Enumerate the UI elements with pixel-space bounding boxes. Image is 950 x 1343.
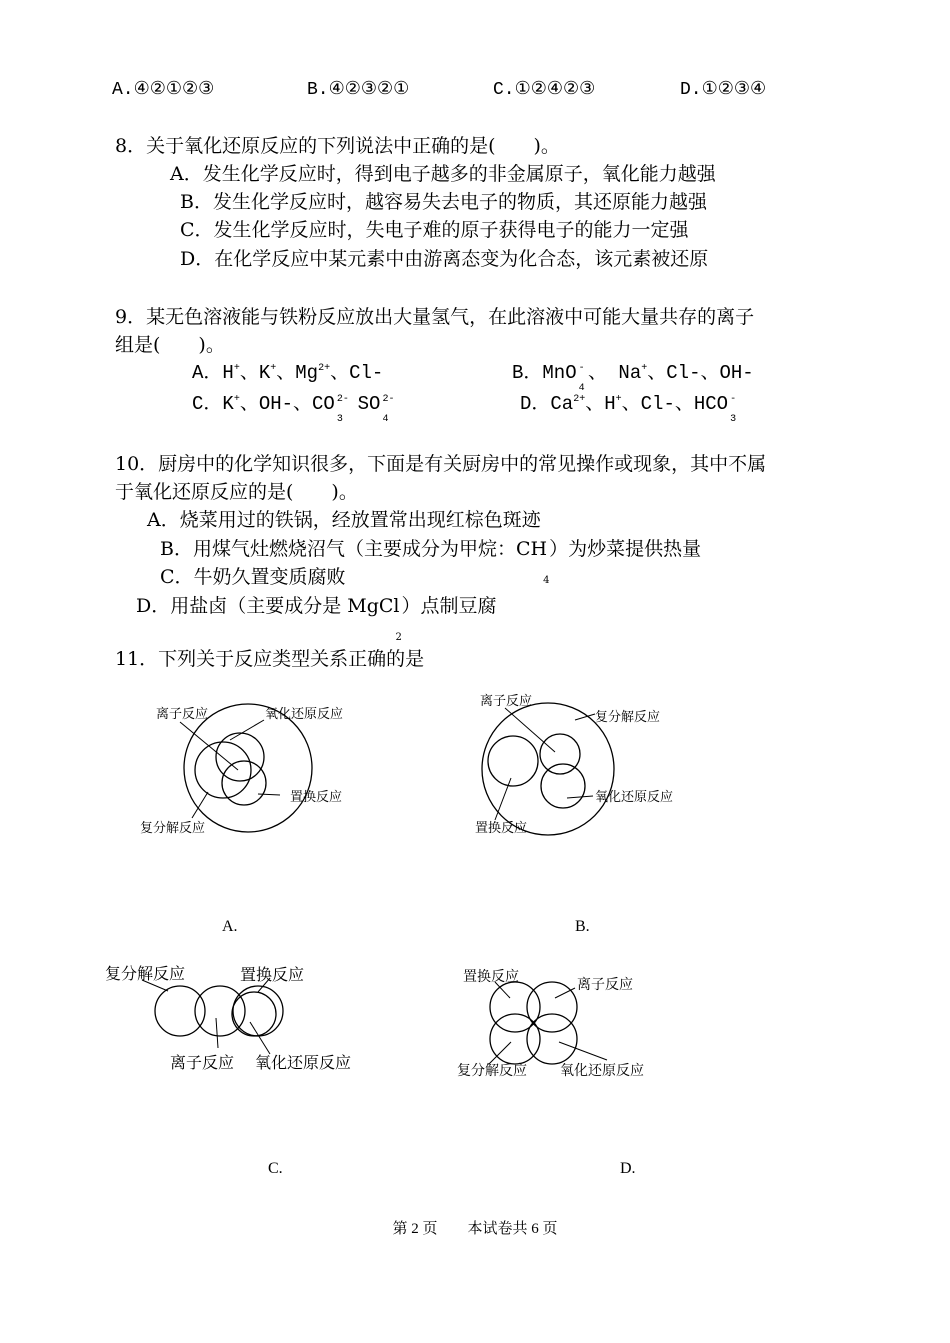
q9-option-b-label: B． bbox=[512, 362, 543, 384]
diagram-b-label-displacement: 置换反应 bbox=[475, 821, 528, 836]
page-footer: 第 2 页 本试卷共 6 页 bbox=[392, 1221, 558, 1237]
q9-stem-line1: 9．某无色溶液能与铁粉反应放出大量氢气，在此溶液中可能大量共存的离子 bbox=[115, 306, 755, 328]
q8-option-d: D．在化学反应中某元素中由游离态变为化合态，该元素被还原 bbox=[180, 248, 709, 270]
diagram-b-label-ionic: 离子反应 bbox=[480, 694, 533, 709]
q9-option-c-label: C． bbox=[192, 393, 223, 415]
q7-option-a: A.④②①②③ bbox=[112, 80, 215, 100]
diagram-a-label-redox: 氧化还原反应 bbox=[265, 707, 344, 722]
diagram-c-caption: C. bbox=[268, 1160, 283, 1177]
q10-option-d-text-end: ）点制豆腐 bbox=[401, 595, 497, 617]
diagram-c-label-redox: 氧化还原反应 bbox=[255, 1053, 352, 1072]
q10-option-b-text-end: ）为炒菜提供热量 bbox=[549, 538, 702, 560]
q7-option-d: D.①②③④ bbox=[680, 80, 767, 100]
diagram-a-label-double-decomp: 复分解反应 bbox=[140, 821, 206, 836]
diagram-d-label-displacement: 置换反应 bbox=[463, 969, 519, 985]
q9-option-a-label: A． bbox=[192, 362, 223, 384]
diagram-c-label-displacement: 置换反应 bbox=[240, 965, 305, 984]
diagram-b-label-double-decomp: 复分解反应 bbox=[595, 710, 661, 725]
diagram-b-caption: B. bbox=[575, 918, 590, 935]
q7-option-c: C.①②④②③ bbox=[493, 80, 596, 100]
diagram-d-caption: D. bbox=[620, 1160, 636, 1177]
q10-option-b-text: B．用煤气灶燃烧沼气（主要成分为甲烷：CH bbox=[160, 538, 548, 560]
diagram-b-label-redox: 氧化还原反应 bbox=[595, 790, 674, 805]
diagram-d-label-redox: 氧化还原反应 bbox=[560, 1063, 644, 1079]
q8-option-b: B．发生化学反应时，越容易失去电子的物质，其还原能力越强 bbox=[180, 191, 707, 213]
q10-option-c: C．牛奶久置变质腐败 bbox=[160, 566, 346, 588]
q9-option-d: D．$Ca^{2+}$、H+、Cl-、HCO - 3 bbox=[520, 393, 737, 425]
diagram-b bbox=[465, 688, 705, 848]
q8-stem: 8．关于氧化还原反应的下列说法中正确的是( )。 bbox=[115, 135, 560, 157]
diagram-a-caption: A. bbox=[222, 918, 238, 935]
q9-stem-line2: 组是( )。 bbox=[115, 334, 225, 356]
diagram-c-label-ionic: 离子反应 bbox=[170, 1053, 235, 1072]
q10-stem-line2: 于氧化还原反应的是( )。 bbox=[115, 481, 358, 503]
q9-option-a: A．H+、K+、$Mg^{2+}$、Cl- bbox=[192, 362, 384, 384]
q9-option-b: B．MnO - 4 、 Na+、Cl-、OH- bbox=[512, 362, 754, 394]
q11-stem: 11．下列关于反应类型关系正确的是 bbox=[115, 648, 425, 670]
q8-option-a: A．发生化学反应时，得到电子越多的非金属原子，氧化能力越强 bbox=[170, 163, 716, 185]
q10-stem-line1: 10．厨房中的化学知识很多，下面是有关厨房中的常见操作或现象，其中不属 bbox=[115, 453, 767, 475]
q7-option-b: B.④②③②① bbox=[307, 80, 410, 100]
q10-option-d bbox=[136, 594, 497, 643]
diagram-d-label-double-decomp: 复分解反应 bbox=[457, 1063, 527, 1079]
diagram-d bbox=[455, 962, 675, 1082]
q10-option-d-text: D．用盐卤（主要成分是 MgCl bbox=[136, 595, 400, 617]
q10-option-d-subscript: 2 bbox=[395, 632, 402, 643]
diagram-c bbox=[100, 958, 380, 1078]
diagram-a bbox=[130, 690, 360, 850]
diagram-a-label-displacement: 置换反应 bbox=[290, 790, 343, 805]
q9-option-c: C．K+、OH-、CO 2- 3 SO 2- 4 bbox=[192, 393, 395, 425]
diagram-d-label-ionic: 离子反应 bbox=[577, 977, 633, 993]
diagram-a-label-ionic: 离子反应 bbox=[156, 707, 209, 722]
q10-option-b-subscript: 4 bbox=[543, 575, 550, 586]
q10-option-a: A．烧菜用过的铁锅，经放置常出现红棕色斑迹 bbox=[147, 509, 541, 531]
diagram-c-label-double-decomp: 复分解反应 bbox=[105, 964, 186, 983]
q8-option-c: C．发生化学反应时，失电子难的原子获得电子的能力一定强 bbox=[180, 219, 689, 241]
q9-option-d-label: D． bbox=[520, 393, 551, 415]
